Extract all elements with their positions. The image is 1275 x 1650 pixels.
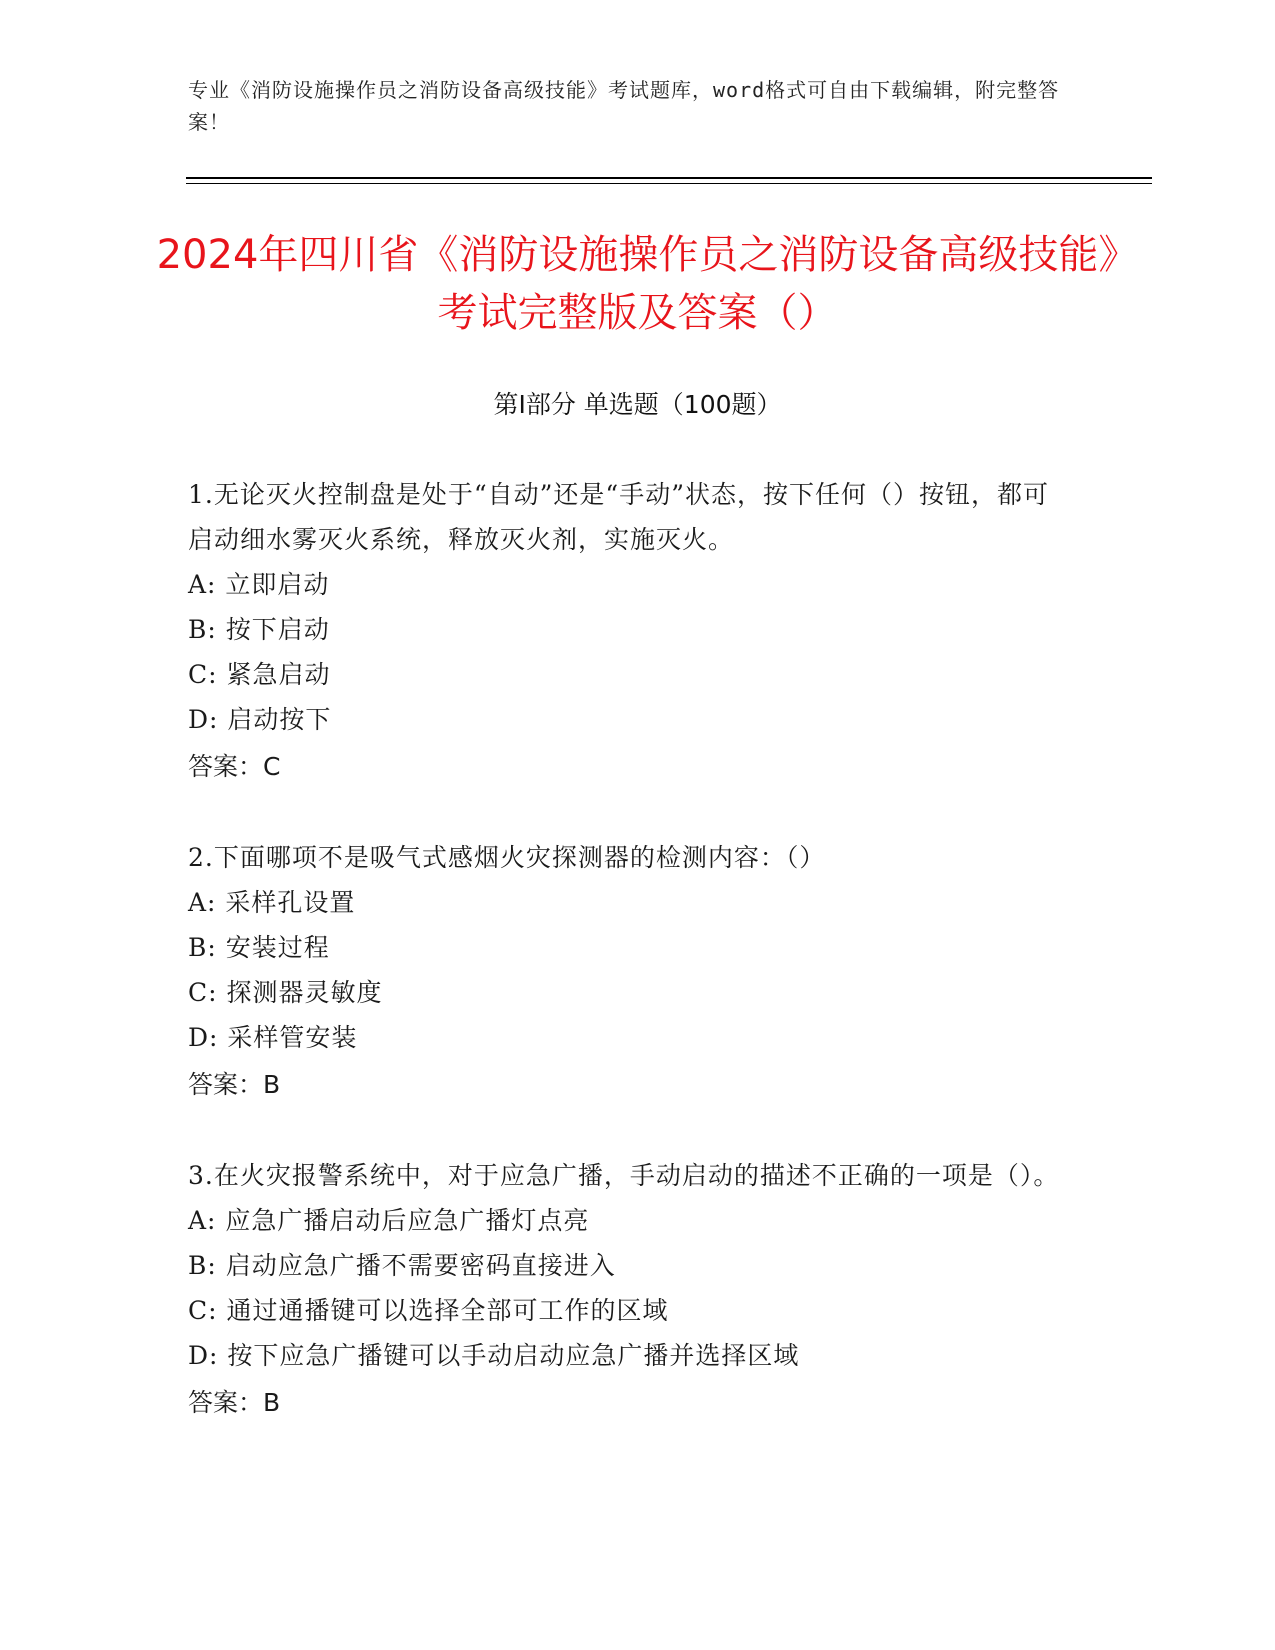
- question-stem: 2.下面哪项不是吸气式感烟火灾探测器的检测内容：（）: [188, 843, 826, 872]
- option-b: B: 按下启动: [188, 615, 330, 644]
- question-stem: 3.在火灾报警系统中，对于应急广播，手动启动的描述不正确的一项是（）。: [188, 1161, 1060, 1190]
- option-c: C: 通过通播键可以选择全部可工作的区域: [188, 1296, 669, 1325]
- header-divider-thin: [186, 183, 1152, 184]
- question-3: [188, 1153, 1068, 1425]
- option-a: A: 应急广播启动后应急广播灯点亮: [188, 1206, 590, 1235]
- option-b: B: 启动应急广播不需要密码直接进入: [188, 1251, 616, 1280]
- section-title: 第I部分 单选题（100题）: [493, 390, 782, 419]
- answer: 答案：B: [188, 1070, 281, 1099]
- option-a: A: 采样孔设置: [188, 888, 356, 917]
- header-note: 专业《消防设施操作员之消防设备高级技能》考试题库，word格式可自由下载编辑，附完整答案！: [188, 78, 1060, 134]
- header-divider-thick: [186, 177, 1152, 179]
- option-a: A: 立即启动: [188, 570, 330, 599]
- option-c: C: 紧急启动: [188, 660, 331, 689]
- answer: 答案：B: [188, 1388, 281, 1417]
- question-1: [188, 472, 1068, 789]
- question-stem: 1.无论灭火控制盘是处于“自动”还是“手动”状态，按下任何（）按钮，都可启动细水雾灭火系统，释放灭火剂，实施灭火。: [188, 480, 1049, 554]
- option-d: D: 采样管安装: [188, 1023, 358, 1052]
- option-d: D: 启动按下: [188, 705, 332, 734]
- answer: 答案：C: [188, 752, 281, 781]
- option-c: C: 探测器灵敏度: [188, 978, 383, 1007]
- document-title: 2024年四川省《消防设施操作员之消防设备高级技能》考试完整版及答案（）: [156, 232, 1119, 336]
- option-b: B: 安装过程: [188, 933, 330, 962]
- option-d: D: 按下应急广播键可以手动启动应急广播并选择区域: [188, 1341, 800, 1370]
- question-2: [188, 835, 1068, 1107]
